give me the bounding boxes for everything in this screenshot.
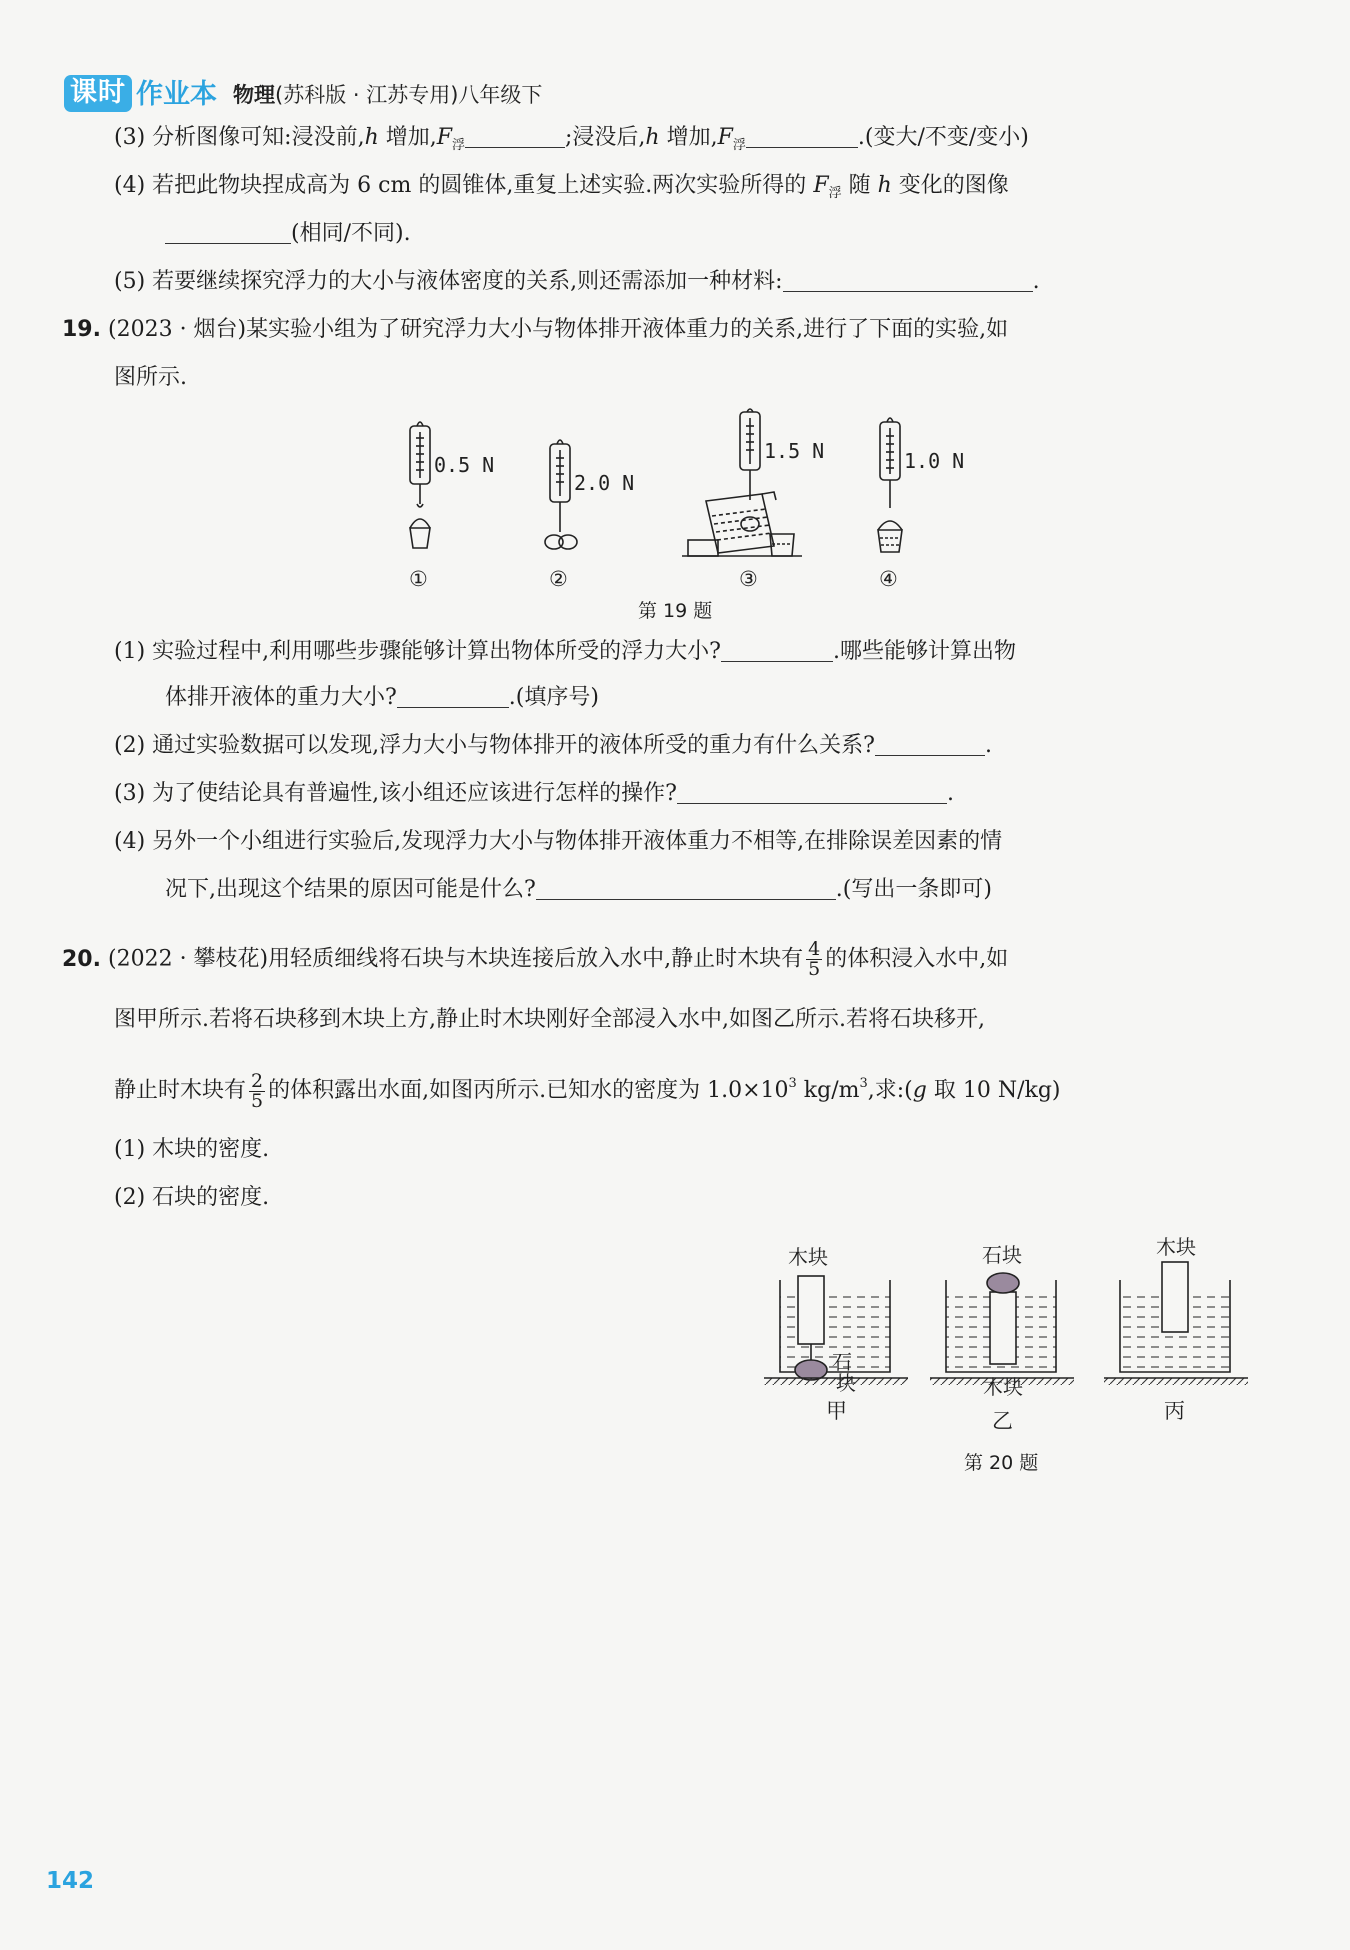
edition: (苏科版 · 江苏专用)八年级下 — [275, 83, 543, 107]
text: 的体积浸入水中,如 — [825, 946, 1009, 972]
answer-blank[interactable] — [165, 219, 291, 244]
reading-2: 2.0 N — [574, 471, 635, 495]
text: (5) 若要继续探究浮力的大小与液体密度的关系,则还需添加一种材料: — [114, 269, 783, 294]
full-bucket — [878, 530, 902, 552]
q20-stem-line2 — [114, 1004, 985, 1036]
q20-stem — [62, 940, 1008, 979]
text: (2) 石块的密度. — [114, 1185, 270, 1210]
answer-blank[interactable] — [465, 123, 565, 148]
text: 况下,出现这个结果的原因可能是什么? — [165, 877, 536, 902]
var-F: F — [813, 173, 829, 198]
text: .(变大/不变/变小) — [857, 125, 1029, 150]
text: 图甲所示.若将石块移到木块上方,静止时木块刚好全部浸入水中,如图乙所示.若将石块移开, — [114, 1007, 985, 1032]
q19-part4 — [114, 826, 1002, 858]
var-h: h — [877, 173, 892, 198]
q20-part2 — [114, 1182, 269, 1214]
q19-figure — [390, 408, 970, 598]
spring-scale-3-overflow — [682, 409, 802, 556]
fig-label-jia: 甲 — [826, 1399, 847, 1423]
text: 的体积露出水面,如图丙所示.已知水的密度为 1.0×10 — [268, 1078, 789, 1103]
q19-stem-cont — [114, 362, 187, 394]
fig-label-yi: 乙 — [992, 1409, 1013, 1433]
text: (4) 若把此物块捏成高为 6 cm 的圆锥体,重复上述实验.两次实验所得的 — [114, 173, 814, 198]
subject: 物理 — [233, 83, 275, 107]
step-label-4: ④ — [879, 567, 898, 591]
spring-scale-1 — [410, 422, 430, 548]
denominator: 5 — [808, 958, 821, 980]
q18-part3 — [114, 122, 1029, 162]
answer-blank[interactable] — [677, 779, 947, 804]
fraction-4-5 — [806, 940, 822, 979]
q19-part1 — [114, 636, 1016, 668]
container-bing — [1104, 1262, 1248, 1385]
text: . — [946, 781, 954, 806]
q20-caption: 第 20 题 — [964, 1452, 1039, 1474]
label-wood-yi: 木块 — [983, 1375, 1023, 1399]
text: 体排开液体的重力大小? — [165, 685, 397, 710]
numerator: 2 — [251, 1069, 264, 1092]
subscript: 浮 — [452, 138, 466, 153]
text: . — [1032, 269, 1040, 294]
q19-stem — [62, 314, 1008, 346]
page-number: 142 — [46, 1868, 95, 1894]
text: (2) 通过实验数据可以发现,浮力大小与物体排开的液体所受的重力有什么关系? — [114, 733, 875, 758]
stone-yi — [987, 1273, 1019, 1293]
reading-3: 1.5 N — [764, 439, 825, 463]
text: ,求:( — [867, 1078, 913, 1103]
answer-blank[interactable] — [746, 123, 858, 148]
subscript: 浮 — [828, 186, 842, 201]
text: 图所示. — [114, 365, 187, 390]
step-label-3: ③ — [739, 567, 758, 591]
answer-blank[interactable] — [783, 267, 1033, 292]
text: 静止时木块有 — [114, 1078, 247, 1103]
book-header — [64, 72, 542, 112]
answer-blank[interactable] — [721, 637, 833, 662]
label-stone-jia-1: 石 — [832, 1350, 852, 1374]
text: 增加, — [378, 125, 437, 150]
fraction-2-5 — [249, 1069, 265, 1112]
empty-bucket — [410, 528, 430, 548]
step-label-1: ① — [409, 567, 428, 591]
subject-line — [233, 78, 542, 112]
text: . — [984, 733, 992, 758]
text: .(写出一条即可) — [835, 877, 992, 902]
text: (2022 · 攀枝花)用轻质细线将石块与木块连接后放入水中,静止时木块有 — [108, 946, 804, 972]
q20-stem-line3 — [114, 1068, 1061, 1111]
spring-scale-2 — [545, 440, 577, 549]
subscript: 浮 — [732, 138, 746, 153]
denominator: 5 — [251, 1089, 264, 1112]
var-h: h — [364, 125, 379, 150]
q18-part4 — [114, 170, 1009, 210]
text: ;浸没后, — [565, 125, 646, 150]
q19-part1-cont — [165, 682, 599, 714]
text: (1) 实验过程中,利用哪些步骤能够计算出物体所受的浮力大小? — [114, 639, 721, 664]
text: .(填序号) — [508, 685, 599, 710]
fig-label-bing: 丙 — [1164, 1399, 1185, 1423]
text: 取 10 N/kg) — [926, 1078, 1061, 1103]
text: 增加, — [659, 125, 718, 150]
q20-figure — [758, 1232, 1258, 1452]
question-number: 19. — [62, 317, 101, 342]
text: kg/m — [796, 1078, 860, 1103]
label-wood-bing: 木块 — [1156, 1235, 1196, 1259]
text: (3) 分析图像可知:浸没前, — [114, 125, 365, 150]
q18-part4-cont — [165, 218, 411, 250]
q20-part1 — [114, 1134, 269, 1166]
q19-part4-cont — [165, 874, 992, 906]
var-F: F — [436, 125, 452, 150]
q19-caption: 第 19 题 — [638, 600, 713, 622]
answer-blank[interactable] — [536, 875, 836, 900]
superscript: 3 — [859, 1076, 868, 1091]
text: 随 — [841, 173, 878, 198]
object — [545, 535, 563, 549]
question-number: 20. — [62, 946, 101, 972]
text: (3) 为了使结论具有普遍性,该小组还应该进行怎样的操作? — [114, 781, 677, 806]
q19-part2 — [114, 730, 992, 762]
logo-badge: 课时 — [64, 75, 132, 112]
var-F: F — [717, 125, 733, 150]
reading-4: 1.0 N — [904, 449, 965, 473]
numerator: 4 — [808, 938, 821, 960]
step-label-2: ② — [549, 567, 568, 591]
stone-jia — [795, 1360, 827, 1380]
reading-1: 0.5 N — [434, 453, 495, 477]
var-g: g — [912, 1078, 927, 1103]
logo-title: 作业本 — [136, 79, 217, 110]
answer-blank[interactable] — [875, 731, 985, 756]
text: (1) 木块的密度. — [114, 1137, 270, 1162]
text: 变化的图像 — [891, 173, 1009, 198]
superscript: 3 — [788, 1076, 797, 1091]
container-yi — [930, 1273, 1074, 1385]
text: (4) 另外一个小组进行实验后,发现浮力大小与物体排开液体重力不相等,在排除误差因素的情 — [114, 829, 1003, 854]
answer-blank[interactable] — [397, 683, 509, 708]
label-stone-yi: 石块 — [982, 1243, 1022, 1267]
spring-scale-4 — [878, 418, 902, 552]
text: .哪些能够计算出物 — [832, 639, 1016, 664]
label-stone-jia-2: 块 — [836, 1371, 856, 1395]
text: (2023 · 烟台)某实验小组为了研究浮力大小与物体排开液体重力的关系,进行了下面的实验,如 — [108, 317, 1009, 342]
text: (相同/不同). — [291, 221, 411, 246]
q18-part5 — [114, 266, 1040, 298]
var-h: h — [645, 125, 660, 150]
q19-part3 — [114, 778, 954, 810]
label-wood-jia: 木块 — [788, 1245, 828, 1269]
